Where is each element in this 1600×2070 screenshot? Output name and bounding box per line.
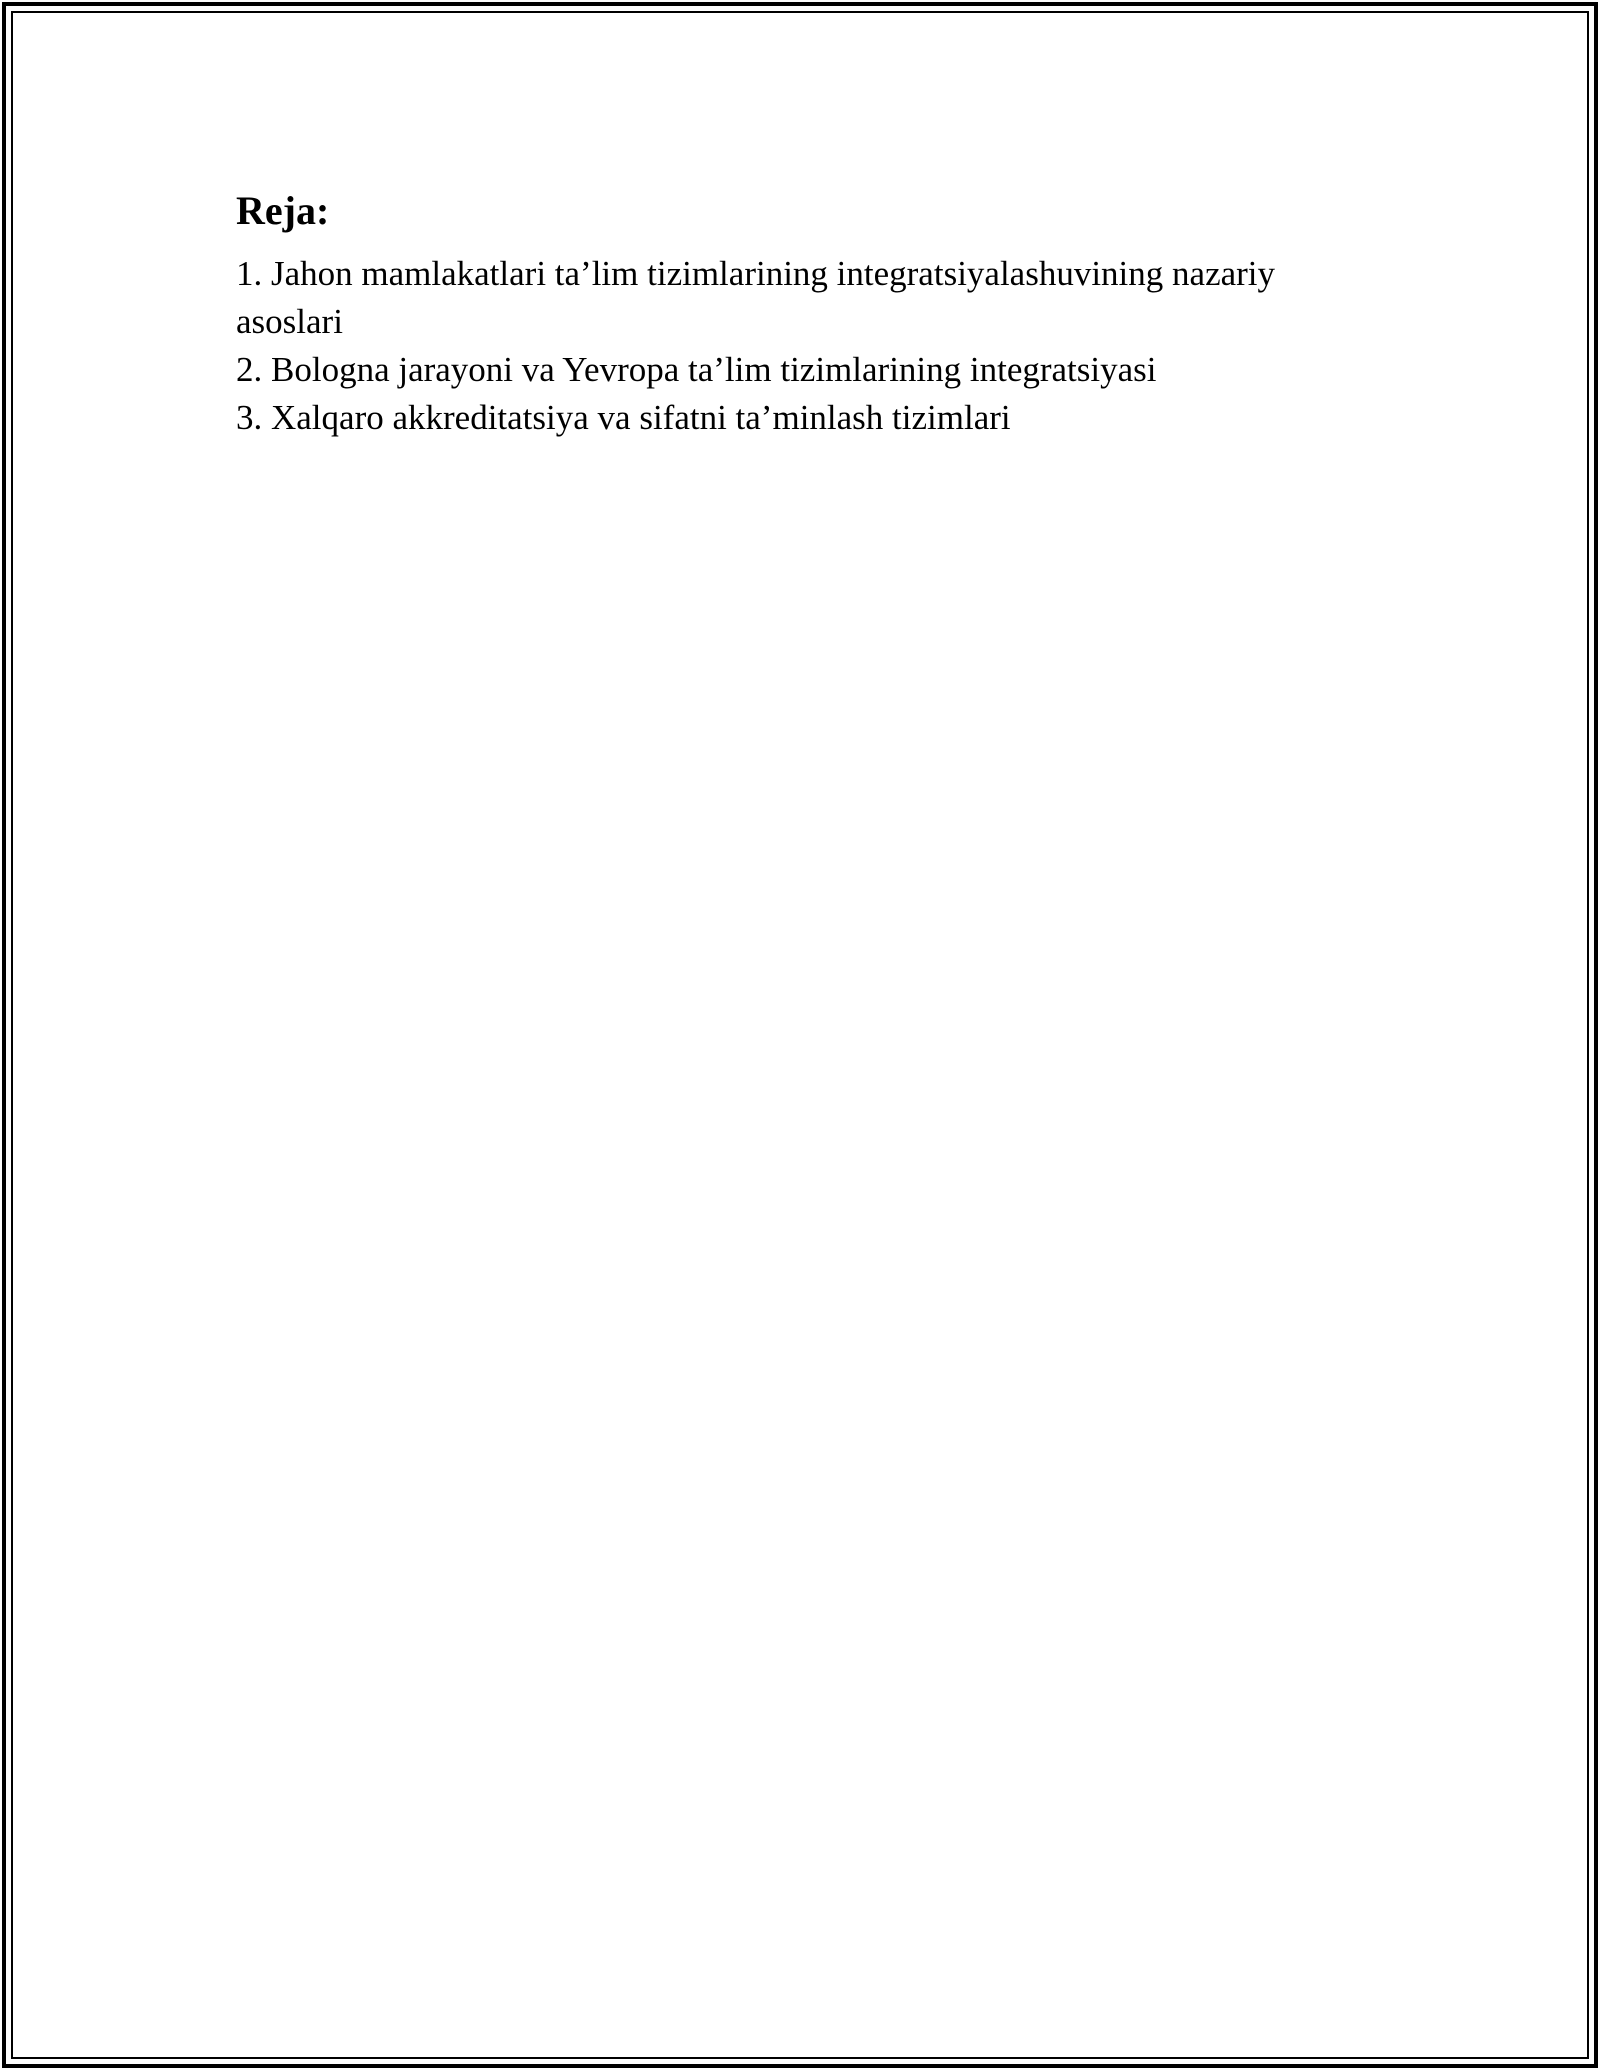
- plan-item-3: 3. Xalqaro akkreditatsiya va sifatni ta’minlash tizimlari: [236, 398, 1011, 437]
- document-content: [236, 186, 1366, 442]
- plan-item-2: 2. Bologna jarayoni va Yevropa ta’lim tizimlarining integratsiyasi: [236, 350, 1157, 389]
- plan-heading: Reja:: [236, 188, 330, 233]
- plan-item-1: 1. Jahon mamlakatlari ta’lim tizimlarining integratsiyalashuvining nazariy asoslari: [236, 254, 1276, 341]
- plan-list: [236, 250, 1366, 442]
